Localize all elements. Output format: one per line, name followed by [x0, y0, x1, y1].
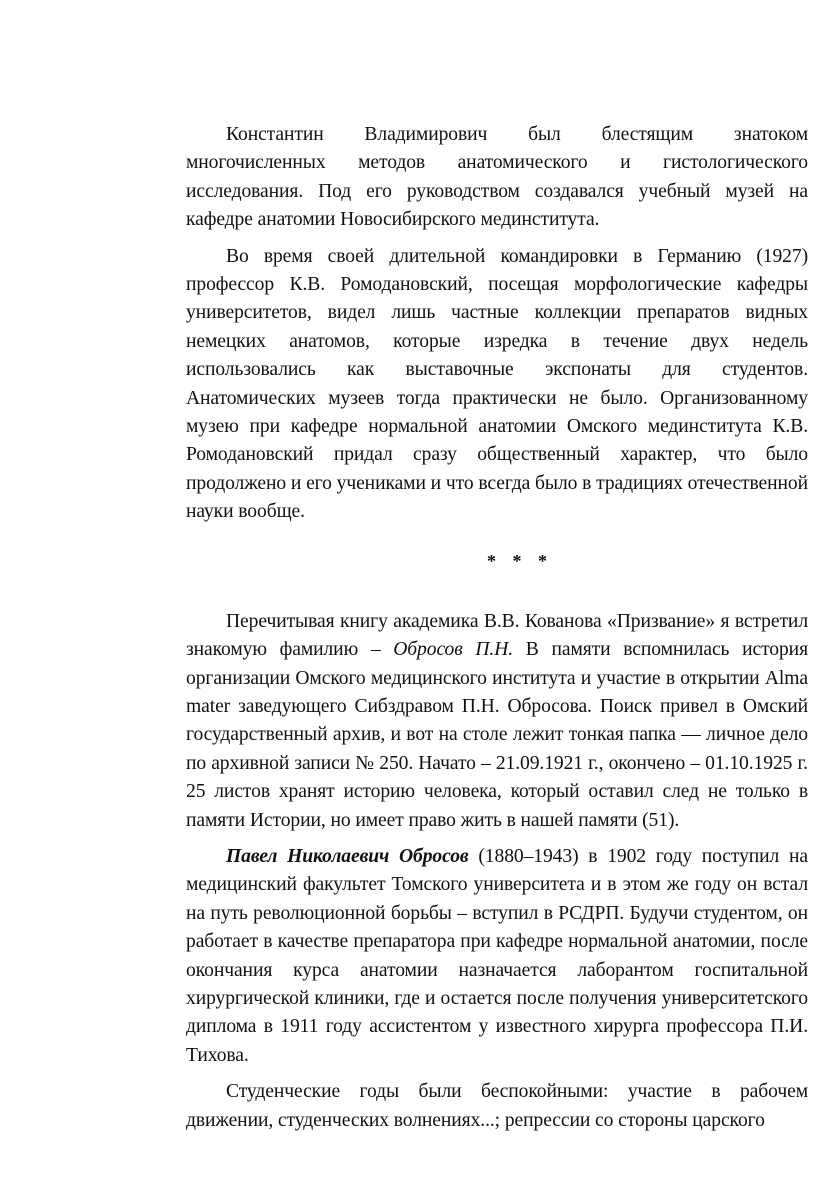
paragraph-romodanovsky-methods: Константин Владимирович был блестящим знатоком многочисленных методов анатомического и гистологического исследования. Под его руководством создавался учебный музей на кафедре анатомии Новосибирского мединститута. — [186, 124, 808, 231]
book-page — [186, 121, 808, 1143]
paragraph-obrosov-biography — [186, 843, 808, 1070]
italic-name: Обросов П.Н. — [393, 639, 514, 661]
paragraph-text: Перечитывая книгу академика В.В. Кованова «Призвание» я встретил знакомую фамилию – — [186, 610, 808, 661]
paragraph-kovanov-book — [186, 608, 808, 835]
paragraph-germany-trip: Во время своей длительной командировки в Германию (1927) профессор К.В. Ромодановский, посещая морфологические кафедры университетов, видел лишь частные коллекции препаратов видных немецких анатомов, которые изредка в течение двух недель использовались как выставочные экспонаты для студентов. Анатомических музеев тогда практически не было. Организованному музею при кафедре нормальной анатомии Омского мединститута К.В. Ромодановский придал сразу общественный характер, что было продолжено и его учениками и что всегда было в традициях отечественной науки вообще. — [186, 245, 808, 523]
paragraph-text: В памяти вспомнилась история организации Омского медицинского института и участие в открытии Alma mater заведующего Сибздравом П.Н. Обросова. Поиск привел в Омский государственный архив, и вот на столе лежит тонкая папка — личное дело по архивной записи № 250. Начато – 21.09.1921 г., окончено – 01.10.1925 г. 25 листов хранят историю человека, который оставил след не только в памяти Истории, но имеет право жить в нашей памяти (51). — [186, 639, 808, 831]
person-name: Павел Николаевич Обросов — [226, 845, 469, 867]
section-separator: * * * — [487, 550, 553, 571]
paragraph-student-years: Студенческие годы были беспокойными: участие в рабочем движении, студенческих волнениях...; репрессии со стороны царского — [186, 1081, 808, 1131]
paragraph-text: (1880–1943) в 1902 году поступил на медицинский факультет Томского университета и в этом же году он встал на путь революционной борьбы – вступил в РСДРП. Будучи студентом, он работает в качестве препаратора при кафедре нормальной анатомии, после окончания курса анатомии назначается лаборантом госпитальной хирургической клиники, где и остается после получения университетского диплома в 1911 году ассистентом у известного хирурга профессора П.И. Тихова. — [186, 845, 808, 1066]
